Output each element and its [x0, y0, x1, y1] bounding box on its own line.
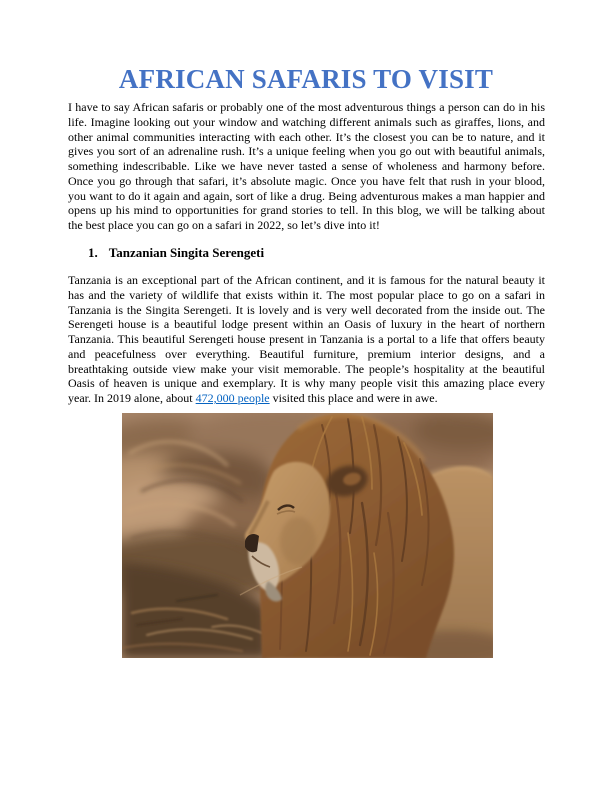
page-title: AFRICAN SAFARIS TO VISIT — [118, 64, 494, 94]
section-body-after-link: visited this place and were in awe. — [269, 391, 438, 405]
lion-photo — [122, 413, 493, 658]
section-body-before-link: Tanzania is an exceptional part of the African continent, and it is famous for the natural beauty it has and the variety of wildlife that exists within it. The most popular place to go on a safari in Tanzania is the Singita Serengeti. It is lovely and is very well decorated from the inside out. The Serengeti house is a beautiful lodge present within an Oasis of luxury in the heart of northern Tanzania. This beautiful Serengeti house present in Tanzania is a portal to a life that offers beauty and peacefulness over everything. Beautiful furniture, premium interior designs, and a breathtaking outside view make your visit memorable. The people’s hospitality at the beautiful Oasis of heaven is unique and exemplary. It is why many people visit this amazing place every year. In 2019 alone, about — [68, 273, 545, 405]
section-number: 1. — [88, 245, 98, 260]
intro-paragraph: I have to say African safaris or probably one of the most adventurous things a person can do in his life. Imagine looking out your window and watching different animals such as giraffes, lions, and other animal communities interacting with each other. It’s the closest you can be to nature, and it gives you sort of an adrenaline rush. It’s a unique feeling when you go out with beautiful animals, something indescribable. Like we have never tasted a sense of wholeness and harmony before. Once you go through that safari, it’s absolute magic. Once you have felt that rush in your blood, you want to do it again and again, sort of like a drug. Being adventurous makes a man happier and opens up his mind to opportunities for grand stories to tell. In this blog, we will be talking about the best place you can go on a safari in 2022, so let’s dive into it! — [68, 100, 545, 232]
section-paragraph — [68, 273, 545, 406]
section-heading — [88, 245, 264, 261]
lion-photo-illustration — [122, 413, 493, 658]
section-heading-label: Tanzanian Singita Serengeti — [108, 245, 265, 260]
visitor-count-link[interactable]: 472,000 people — [195, 391, 270, 405]
